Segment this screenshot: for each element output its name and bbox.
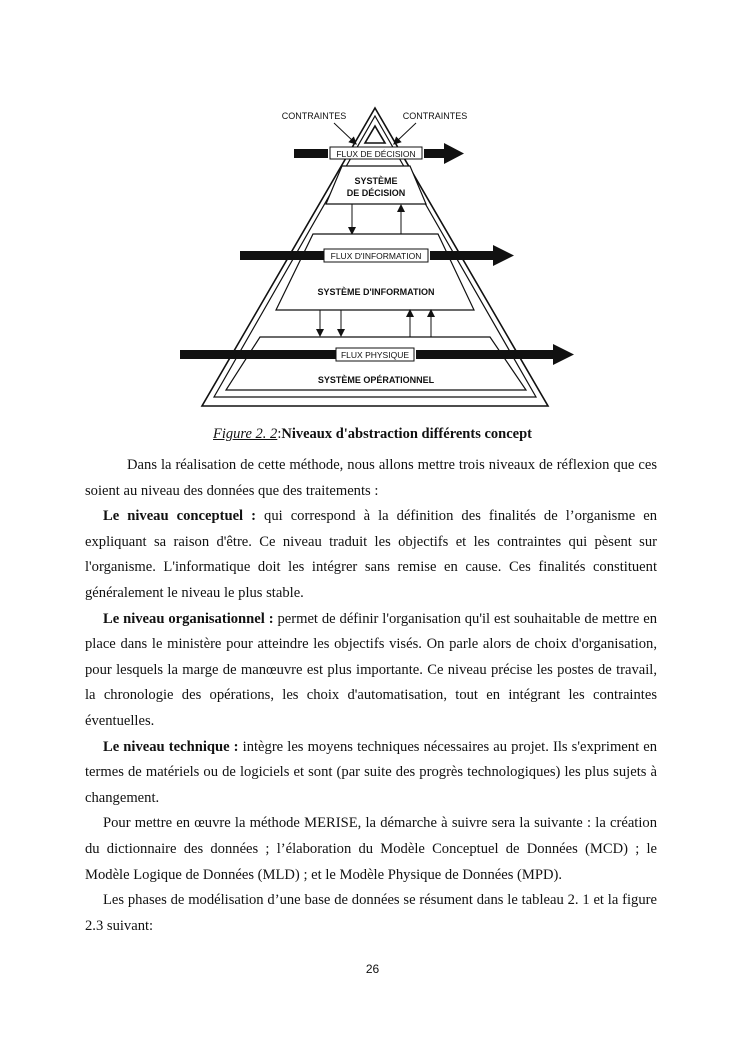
constraint-arrow-left	[334, 123, 354, 142]
page-number: 26	[365, 962, 380, 976]
text-organisationnel: permet de définir l'organisation qu'il est souhaitable de mettre en place dans le ministère pour atteindre les objectifs visés. On parle alors de choix d'organisation, pour lesquels la marge de manœuvre est plus importante. Ce niveau précise les postes de travail, la chronologie des opérations, les choix d'automatisation, tout en intégrant les contraintes éventuelles.	[85, 610, 657, 729]
figure-caption-separator: :	[277, 426, 282, 442]
systeme-operationnel-label: SYSTÈME OPÉRATIONNEL	[317, 375, 435, 385]
flux-decision-arrow	[424, 143, 464, 164]
paragraph-phases: Les phases de modélisation d’une base de données se résument dans le tableau 2. 1 et la figure 2.3 suivant:	[85, 892, 657, 934]
flux-decision-bar-left	[294, 149, 328, 158]
term-technique: Le niveau technique :	[103, 738, 239, 755]
systeme-decision-label-line2: DE DÉCISION	[346, 188, 406, 198]
figure-caption-label: Figure 2. 2	[213, 426, 278, 442]
flux-decision-label: FLUX DE DÉCISION	[336, 149, 416, 159]
figure-caption	[0, 426, 745, 443]
constraint-label-right: CONTRAINTES	[402, 111, 468, 121]
constraint-label-left: CONTRAINTES	[281, 111, 347, 121]
paragraph-intro: Dans la réalisation de cette méthode, nous allons mettre trois niveaux de réflexion que ces soient au niveau des données que des traitements :	[85, 457, 657, 499]
systeme-information-box	[276, 234, 474, 310]
flux-physique-label: FLUX PHYSIQUE	[340, 350, 410, 360]
term-conceptuel: Le niveau conceptuel :	[103, 508, 256, 525]
pyramid-diagram	[170, 100, 590, 420]
paragraph-technique	[85, 735, 657, 812]
flux-information-bar-left	[240, 251, 324, 260]
text-conceptuel: qui correspond à la définition des finalités de l’organisme en expliquant sa raison d'être. Ce niveau traduit les objectifs et les contraintes qui pèsent sur l'organisme. L'informatique doit les intégrer sans remise en cause. Ces finalités constituent généralement le niveau le plus stable.	[85, 508, 657, 601]
body-text	[85, 453, 657, 939]
flux-information-label: FLUX D'INFORMATION	[330, 251, 422, 261]
term-organisationnel: Le niveau organisationnel :	[103, 610, 274, 627]
constraint-arrow-right	[396, 123, 416, 142]
paragraph-conceptuel	[85, 504, 657, 606]
flux-physique-bar-left	[180, 350, 336, 359]
text-technique: intègre les moyens techniques nécessaires au projet. Ils s'expriment en termes de matériels ou de logiciels et sont (par suite des progrès technologiques) les plus sujets à changement.	[85, 738, 658, 806]
systeme-decision-label-line1: SYSTÈME	[354, 176, 398, 186]
paragraph-merise: Pour mettre en œuvre la méthode MERISE, la démarche à suivre sera la suivante : la création du dictionnaire des données ; l’élaboration du Modèle Conceptuel de Données (MCD) ; le Modèle Logique de Données (MLD) ; et le Modèle Physique de Données (MPD).	[85, 815, 657, 883]
systeme-information-label: SYSTÈME D'INFORMATION	[317, 287, 435, 297]
paragraph-organisationnel	[85, 607, 657, 735]
figure-caption-title: Niveaux d'abstraction différents concept	[281, 426, 532, 442]
